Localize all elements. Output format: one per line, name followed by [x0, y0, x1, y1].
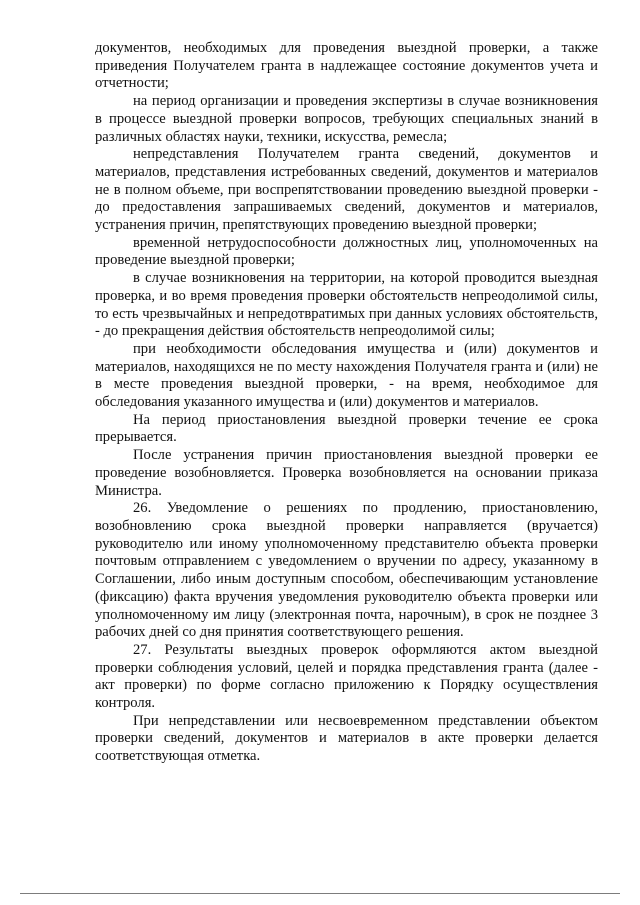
paragraph-term-interrupted: На период приостановления выездной проверки течение ее срока прерывается. — [95, 411, 598, 446]
paragraph-expertise: на период организации и проведения экспертизы в случае возникновения в процессе выездной проверки вопросов, требующих специальных знаний в различных областях науки, техники, искусства, ремесла; — [95, 93, 598, 145]
paragraph-resumption: После устранения причин приостановления выездной проверки ее проведение возобновляется. Проверка возобновляется на основании приказа Министра. — [95, 447, 598, 499]
paragraph-disability: временной нетрудоспособности должностных лиц, уполномоченных на проведение выездной проверки; — [95, 234, 598, 269]
paragraph-force-majeure: в случае возникновения на территории, на которой проводится выездная проверка, и во время проведения проверки обстоятельств непреодолимой силы, то есть чрезвычайных и непредотвратимых при данных условиях обстоятельств, - до прекращения действия обстоятельств непреодолимой силы; — [95, 270, 598, 340]
paragraph-property-inspection: при необходимости обследования имущества и (или) документов и материалов, находящихся не по месту нахождения Получателя гранта и (или) не в месте проведения выездной проверки, - на время, необходимое для обследования указанного имущества и (или) документов и материалов. — [95, 340, 598, 411]
paragraph-non-provision-note: При непредставлении или несвоевременном представлении объектом проверки сведений, документов и материалов в акте проверки делается соответствующая отметка. — [95, 712, 598, 765]
paragraph-item-27: 27. Результаты выездных проверок оформляются актом выездной проверки соблюдения условий, целей и порядка представления гранта (далее - акт проверки) по форме согласно приложению к Порядку осуществления контроля. — [95, 641, 598, 712]
paragraph-non-submission: непредставления Получателем гранта сведений, документов и материалов, представления истребованных сведений, документов и материалов не в полном объеме, при воспрепятствовании проведению выездной проверки - до предоставления запрашиваемых сведений, документов и материалов, устранения причин, препятствующих проведению выездной проверки; — [95, 146, 598, 234]
paragraph-item-26: 26. Уведомление о решениях по продлению, приостановлению, возобновлению срока выездной проверки направляется (вручается) руководителю или иному уполномоченному представителю объекта проверки почтовым отправлением с уведомлением о вручении по адресу, указанному в Соглашении, либо иным доступным способом, обеспечивающим установление (фиксацию) факта вручения уведомления руководителю объекта проверки или уполномоченному им лицу (электронная почта, нарочным), в срок не позднее 3 рабочих дней со дня принятия соответствующего решения. — [95, 500, 598, 641]
document-page — [95, 40, 598, 766]
paragraph-continuation: документов, необходимых для проведения выездной проверки, а также приведения Получателем гранта в надлежащее состояние документов учета и отчетности; — [95, 40, 598, 92]
page-bottom-divider — [20, 893, 620, 894]
